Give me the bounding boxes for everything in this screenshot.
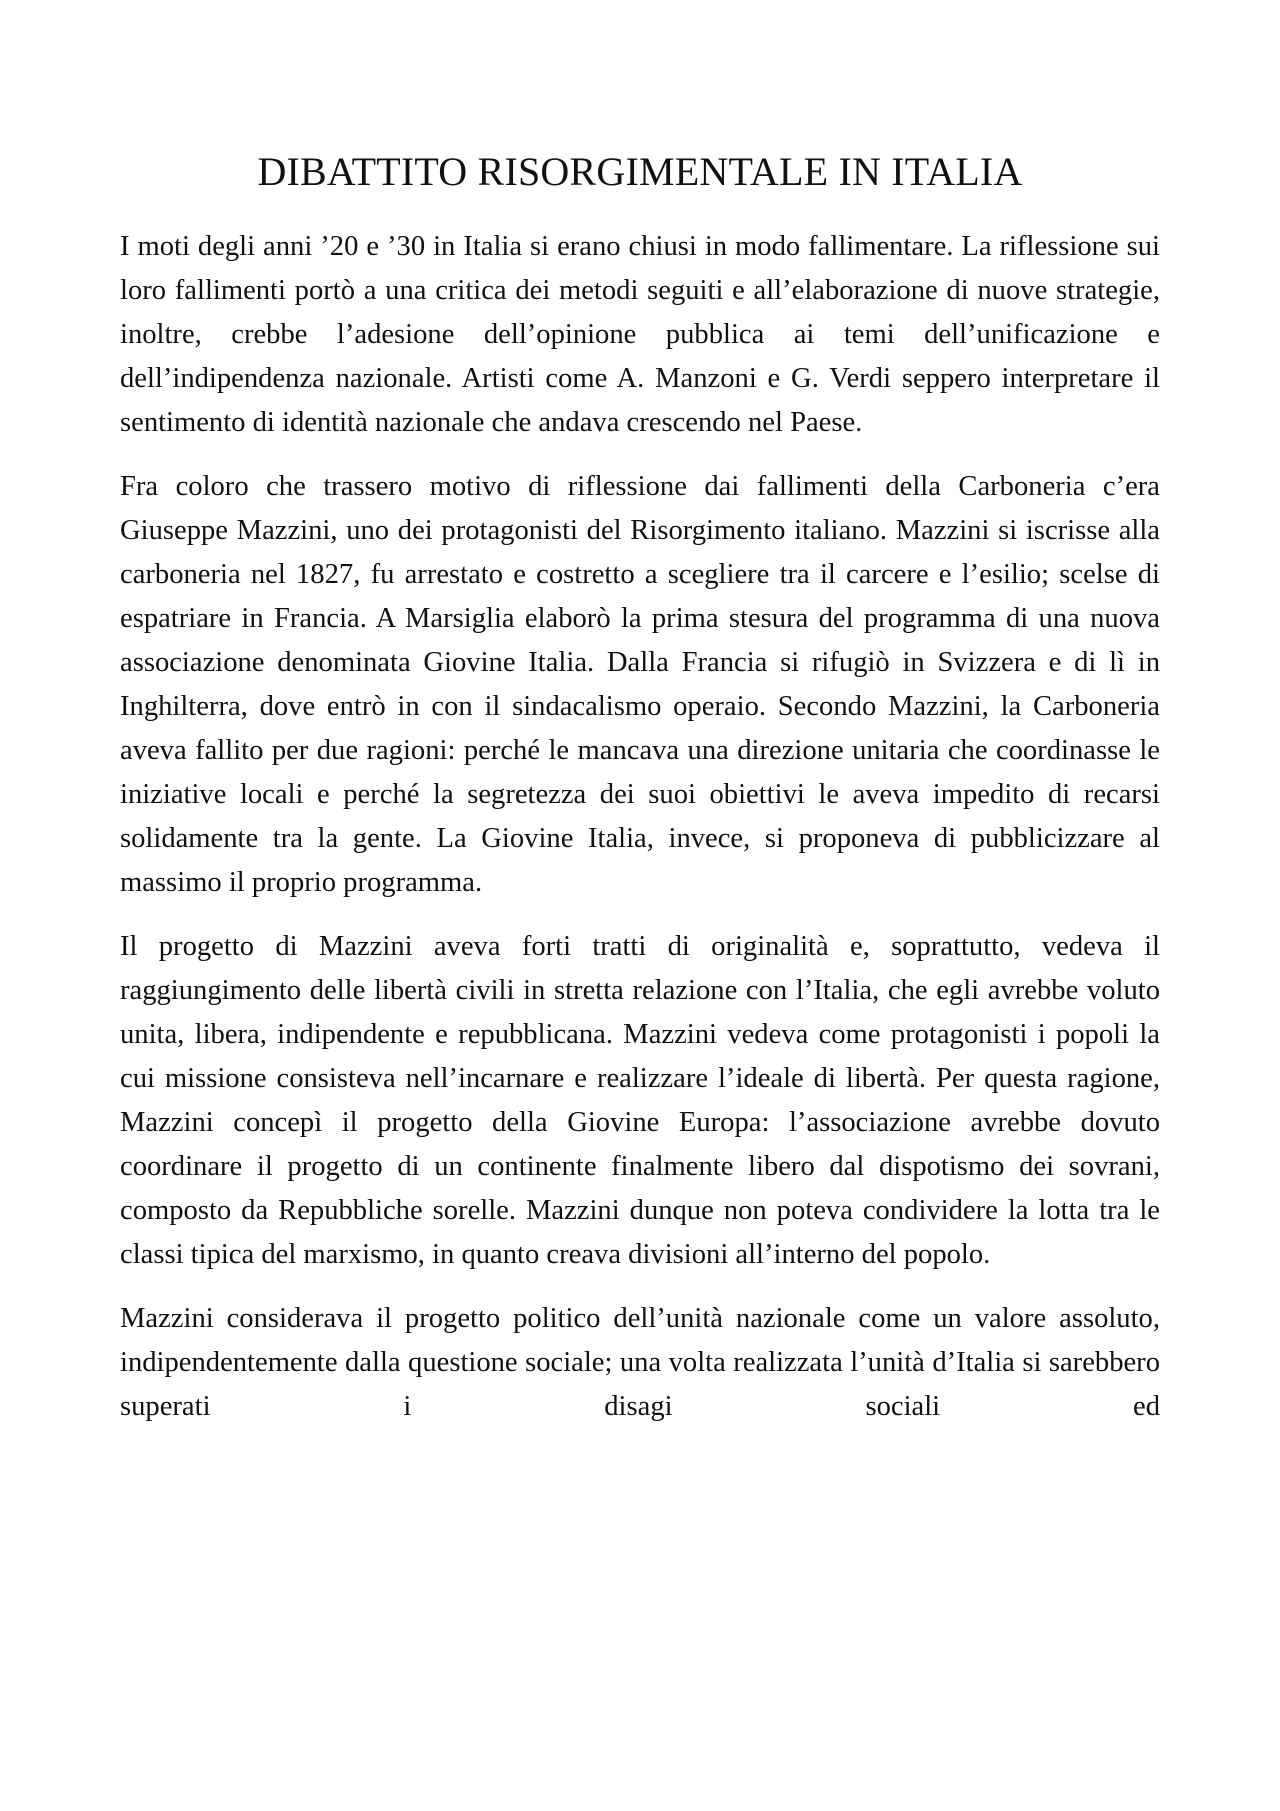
paragraph-4: Mazzini considerava il progetto politico dell’unità nazionale come un valore assoluto, indipendentemente dalla questione sociale; una volta realizzata l’unità d’Italia si sarebbero superati i disagi sociali ed: [120, 1303, 1160, 1422]
page-title: DIBATTITO RISORGIMENTALE IN ITALIA: [257, 149, 1023, 194]
paragraph-3: Il progetto di Mazzini aveva forti tratti di originalità e, soprattutto, vedeva il raggiungimento delle libertà civili in stretta relazione con l’Italia, che egli avrebbe voluto unita, libera, indipendente e repubblicana. Mazzini vedeva come protagonisti i popoli la cui missione consisteva nell’incarnare e realizzare l’ideale di libertà. Per questa ragione, Mazzini concepì il progetto della Giovine Europa: l’associazione avrebbe dovuto coordinare il progetto di un continente finalmente libero dal dispotismo dei sovrani, composto da Repubbliche sorelle. Mazzini dunque non poteva condividere la lotta tra le classi tipica del marxismo, in quanto creava divisioni all’interno del popolo.: [120, 931, 1160, 1270]
paragraph-1: I moti degli anni ’20 e ’30 in Italia si erano chiusi in modo fallimentare. La riflessione sui loro fallimenti portò a una critica dei metodi seguiti e all’elaborazione di nuove strategie, inoltre, crebbe l’adesione dell’opinione pubblica ai temi dell’unificazione e dell’indipendenza nazionale. Artisti come A. Manzoni e G. Verdi seppero interpretare il sentimento di identità nazionale che andava crescendo nel Paese.: [120, 231, 1160, 438]
paragraph-2: Fra coloro che trassero motivo di riflessione dai fallimenti della Carboneria c’era Giuseppe Mazzini, uno dei protagonisti del Risorgimento italiano. Mazzini si iscrisse alla carboneria nel 1827, fu arrestato e costretto a scegliere tra il carcere e l’esilio; scelse di espatriare in Francia. A Marsiglia elaborò la prima stesura del programma di una nuova associazione denominata Giovine Italia. Dalla Francia si rifugiò in Svizzera e di lì in Inghilterra, dove entrò in con il sindacalismo operaio. Secondo Mazzini, la Carboneria aveva fallito per due ragioni: perché le mancava una direzione unitaria che coordinasse le iniziative locali e perché la segretezza dei suoi obiettivi le aveva impedito di recarsi solidamente tra la gente. La Giovine Italia, invece, si proponeva di pubblicizzare al massimo il proprio programma.: [120, 471, 1160, 898]
document-body: [120, 225, 1160, 1449]
